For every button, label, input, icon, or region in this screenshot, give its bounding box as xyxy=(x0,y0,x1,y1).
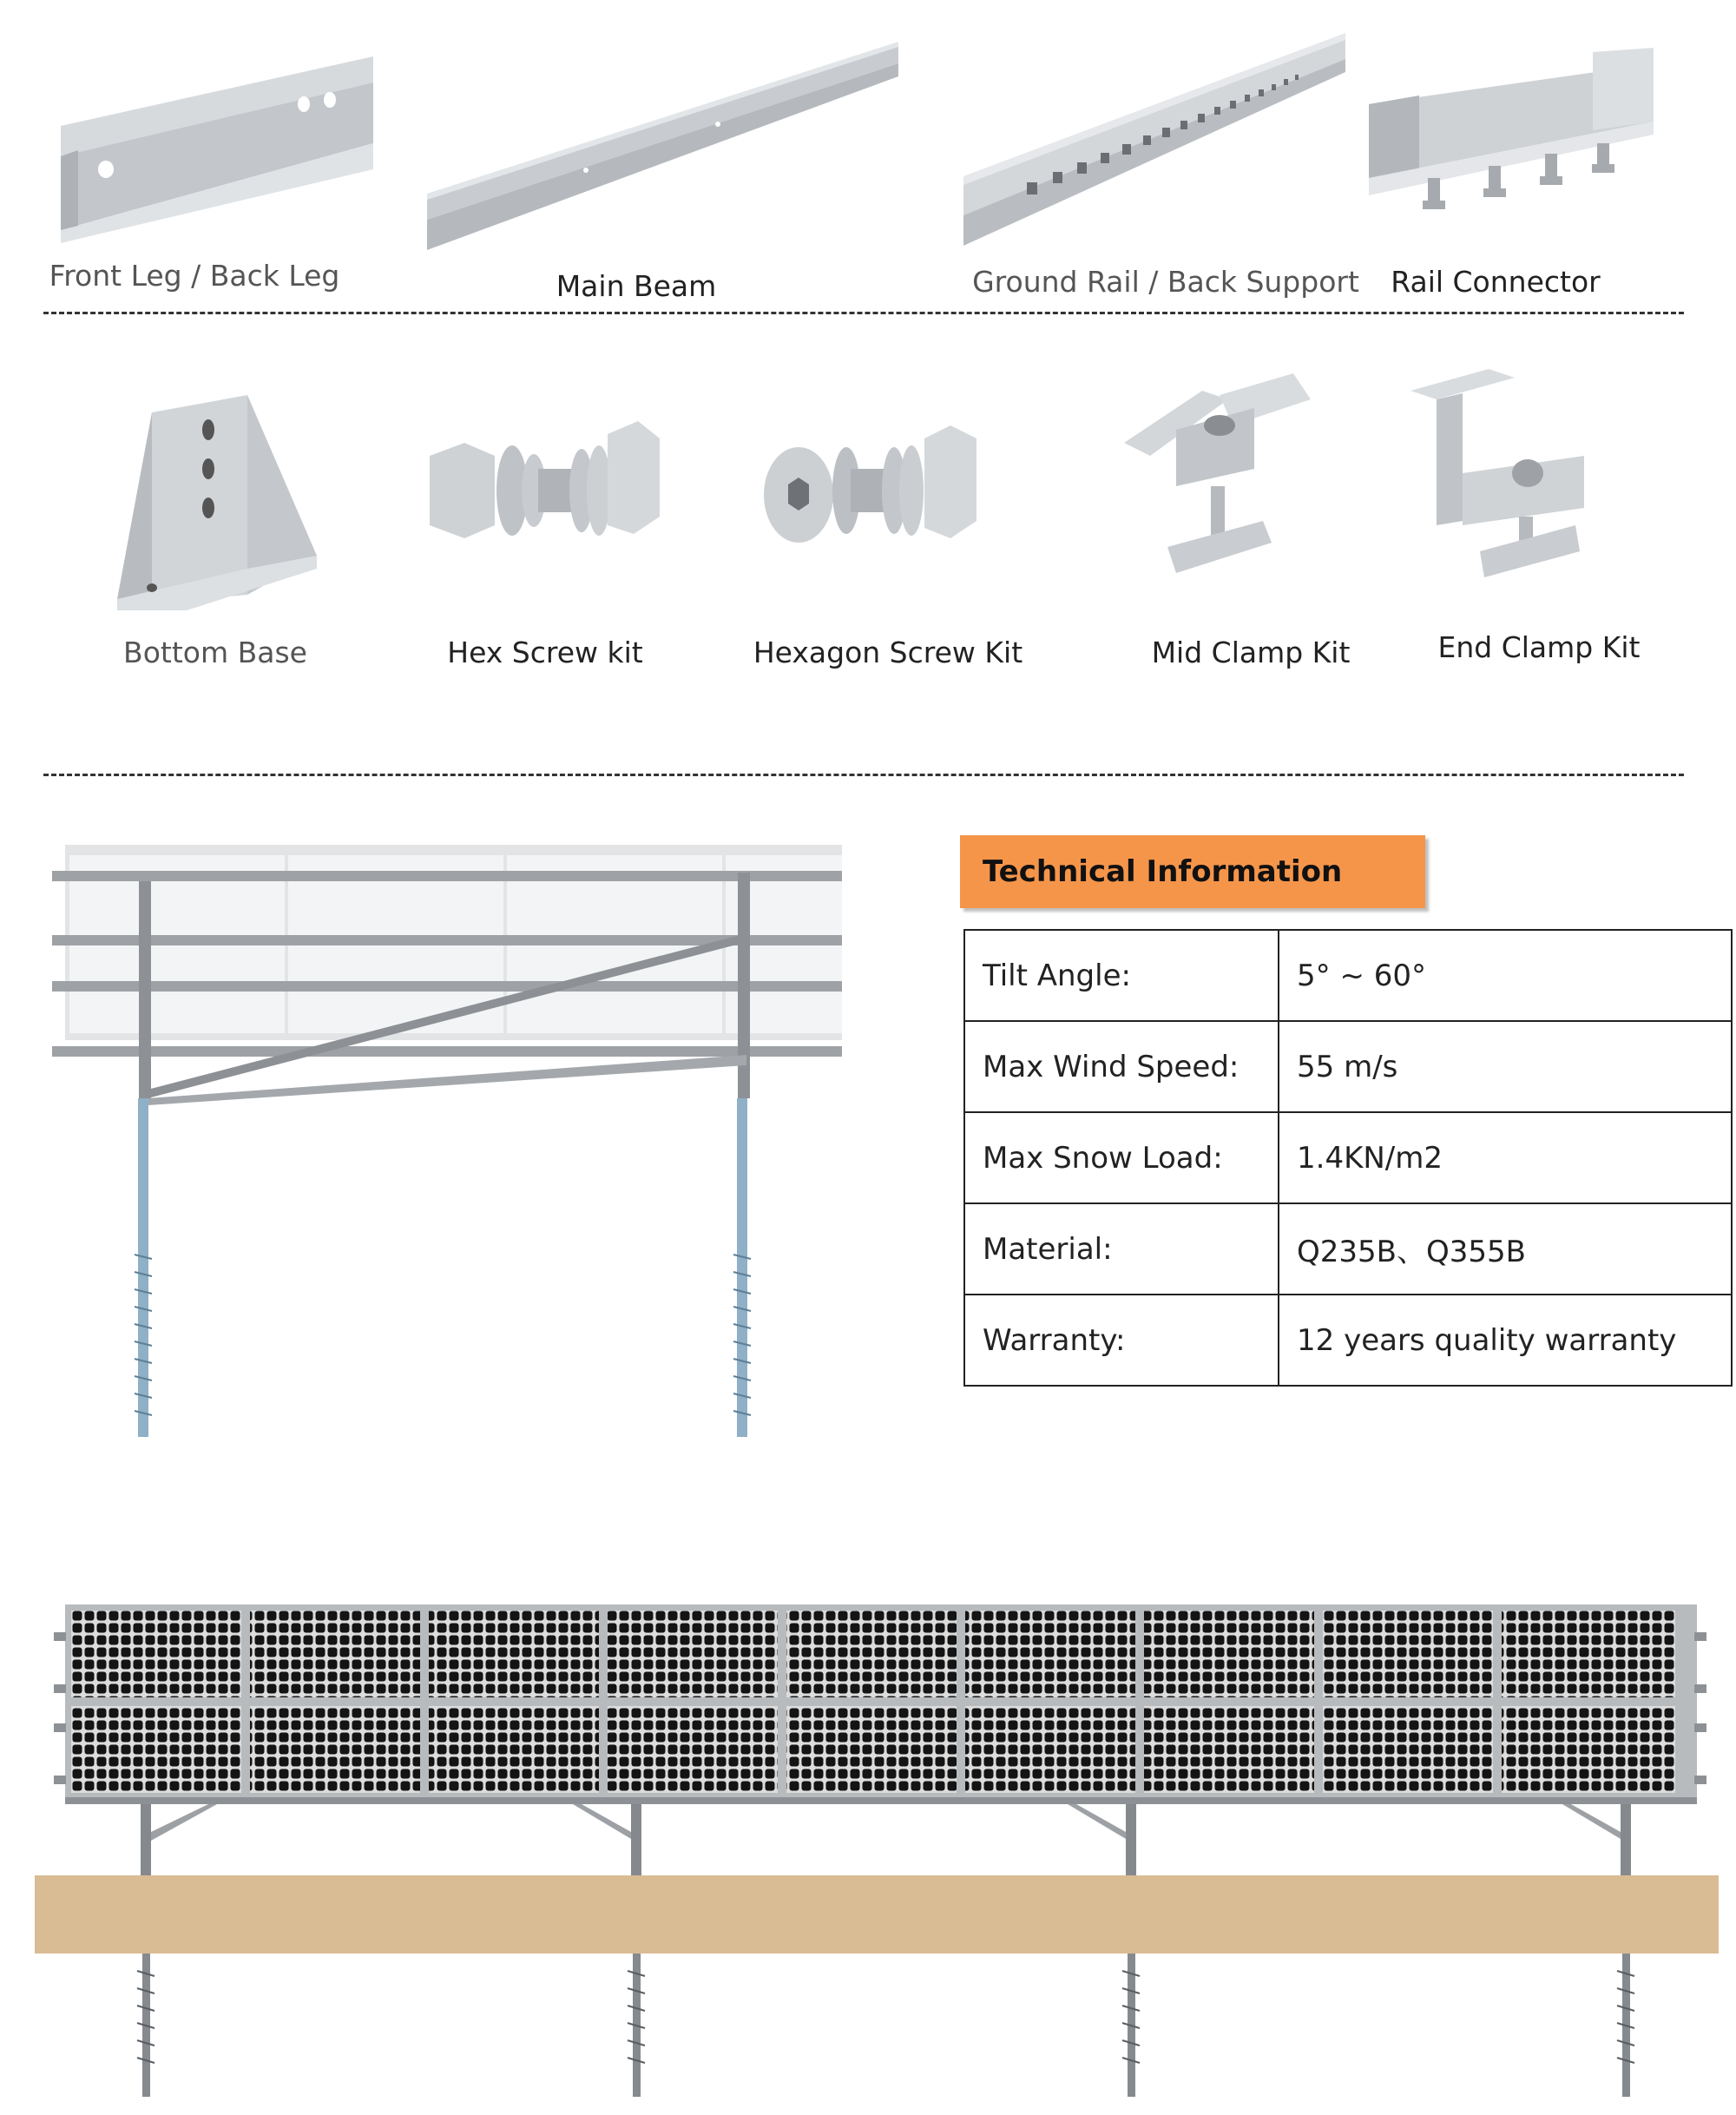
rail-connector-icon xyxy=(1367,48,1662,221)
hex-screw-icon xyxy=(430,412,664,569)
spec-value: 12 years quality warranty xyxy=(1279,1295,1732,1386)
section-divider-2 xyxy=(43,774,1684,776)
technical-info-title: Technical Information xyxy=(960,835,1425,908)
spec-key: Tilt Angle: xyxy=(964,930,1279,1021)
spec-key: Warranty: xyxy=(964,1295,1279,1386)
table-row xyxy=(964,1112,1732,1203)
spec-key: Max Wind Speed: xyxy=(964,1021,1279,1112)
spec-key: Material: xyxy=(964,1203,1279,1295)
c-channel-leg-icon xyxy=(52,48,382,247)
part-label-hex-screw: Hex Screw kit xyxy=(447,636,643,669)
part-label-mid-clamp: Mid Clamp Kit xyxy=(1151,636,1351,669)
spec-value: 55 m/s xyxy=(1279,1021,1732,1112)
hexagon-screw-icon xyxy=(764,417,981,564)
part-label-front-back-leg: Front Leg / Back Leg xyxy=(49,259,340,293)
spec-key: Max Snow Load: xyxy=(964,1112,1279,1203)
main-beam-icon xyxy=(425,42,903,259)
technical-info-table xyxy=(963,929,1733,1387)
part-label-end-clamp: End Clamp Kit xyxy=(1437,630,1641,664)
section-divider xyxy=(43,312,1684,314)
end-clamp-icon xyxy=(1410,369,1601,595)
part-label-rail-connector: Rail Connector xyxy=(1391,265,1601,299)
bottom-base-icon xyxy=(117,395,326,612)
part-label-ground-rail: Ground Rail / Back Support xyxy=(972,265,1359,299)
solar-array-front-view-icon xyxy=(35,1598,1719,2101)
spec-value: 5° ~ 60° xyxy=(1279,930,1732,1021)
mounting-structure-rear-view-icon xyxy=(52,838,842,1446)
ground-rail-icon xyxy=(959,33,1350,250)
table-row xyxy=(964,1203,1732,1295)
part-label-main-beam: Main Beam xyxy=(556,269,717,303)
part-label-hexagon-screw: Hexagon Screw Kit xyxy=(753,636,1023,669)
table-row xyxy=(964,1295,1732,1386)
table-row xyxy=(964,1021,1732,1112)
part-label-bottom-base: Bottom Base xyxy=(123,636,307,669)
spec-value: 1.4KN/m2 xyxy=(1279,1112,1732,1203)
mid-clamp-icon xyxy=(1124,373,1315,590)
spec-value: Q235B、Q355B xyxy=(1279,1203,1732,1295)
table-row xyxy=(964,930,1732,1021)
